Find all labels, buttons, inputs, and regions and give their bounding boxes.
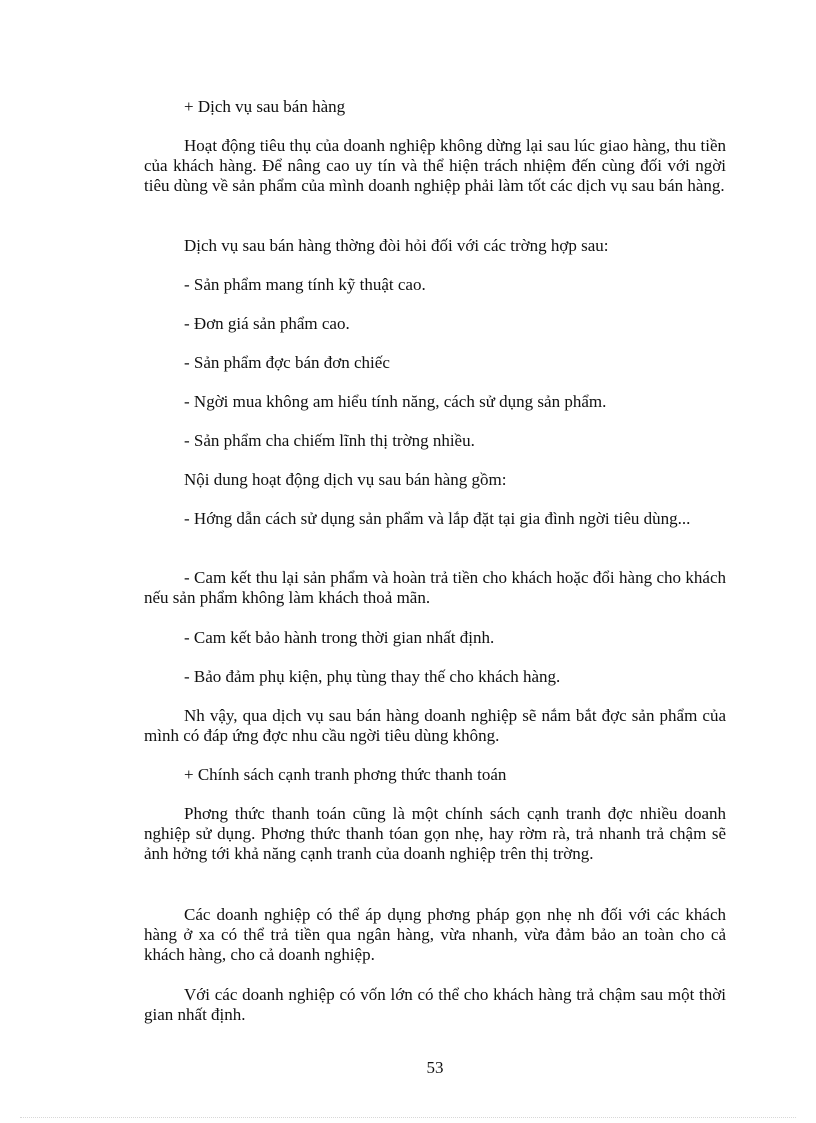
- list-item-buyer-knowledge: - Ngời mua không am hiểu tính năng, cách sử dụng sản phẩm.: [184, 392, 607, 411]
- page-number: 53: [426, 1058, 444, 1077]
- list-item-refund-commitment: - Cam kết thu lại sản phẩm và hoàn trả tiền cho khách hoặc đổi hàng cho khách nếu sản phẩm không làm khách thoả mãn.: [144, 568, 726, 607]
- list-item-single-unit: - Sản phẩm đợc bán đơn chiếc: [184, 353, 390, 372]
- paragraph-simple-method: Các doanh nghiệp có thể áp dụng phơng pháp gọn nhẹ nh đối với các khách hàng ở xa có thể trả tiền qua ngân hàng, vừa nhanh, vừa đảm bảo an toàn cho cả khách hàng, cho cả doanh nghiệp.: [144, 905, 726, 964]
- paragraph-service-content: Nội dung hoạt động dịch vụ sau bán hàng gồm:: [184, 470, 507, 489]
- heading-after-sales-service: + Dịch vụ sau bán hàng: [184, 97, 346, 116]
- heading-payment-policy: + Chính sách cạnh tranh phơng thức thanh toán: [184, 765, 507, 784]
- list-item-parts: - Bảo đảm phụ kiện, phụ tùng thay thế cho khách hàng.: [184, 667, 561, 686]
- list-item-warranty: - Cam kết bảo hành trong thời gian nhất định.: [184, 628, 495, 647]
- paragraph-conclusion: Nh vậy, qua dịch vụ sau bán hàng doanh nghiệp sẽ nắm bắt đợc sản phẩm của mình có đáp ứng đợc nhu cầu ngời tiêu dùng không.: [144, 706, 726, 745]
- paragraph-deferred-payment: Với các doanh nghiệp có vốn lớn có thể cho khách hàng trả chậm sau một thời gian nhất định.: [144, 985, 726, 1024]
- paragraph-service-cases: Dịch vụ sau bán hàng thờng đòi hỏi đối với các trờng hợp sau:: [184, 236, 609, 255]
- list-item-high-price: - Đơn giá sản phẩm cao.: [184, 314, 350, 333]
- list-item-instructions: - Hớng dẫn cách sử dụng sản phẩm và lắp đặt tại gia đình ngời tiêu dùng...: [184, 509, 691, 528]
- page-bottom-divider: [20, 1117, 796, 1118]
- paragraph-sales-activity: Hoạt động tiêu thụ của doanh nghiệp không dừng lại sau lúc giao hàng, thu tiền của khách hàng. Để nâng cao uy tín và thể hiện trách nhiệm đến cùng đối với ngời tiêu dùng về sản phẩm của mình doanh nghiệp phải làm tốt các dịch vụ sau bán hàng.: [144, 136, 726, 195]
- list-item-market-share: - Sản phẩm cha chiếm lĩnh thị trờng nhiều.: [184, 431, 475, 450]
- paragraph-payment-method: Phơng thức thanh toán cũng là một chính sách cạnh tranh đợc nhiều doanh nghiệp sử dụng. Phơng thức thanh tóan gọn nhẹ, hay rờm rà, trả nhanh trả chậm sẽ ảnh hởng tới khả năng cạnh tranh của doanh nghiệp trên thị trờng.: [144, 804, 726, 863]
- list-item-high-tech: - Sản phẩm mang tính kỹ thuật cao.: [184, 275, 426, 294]
